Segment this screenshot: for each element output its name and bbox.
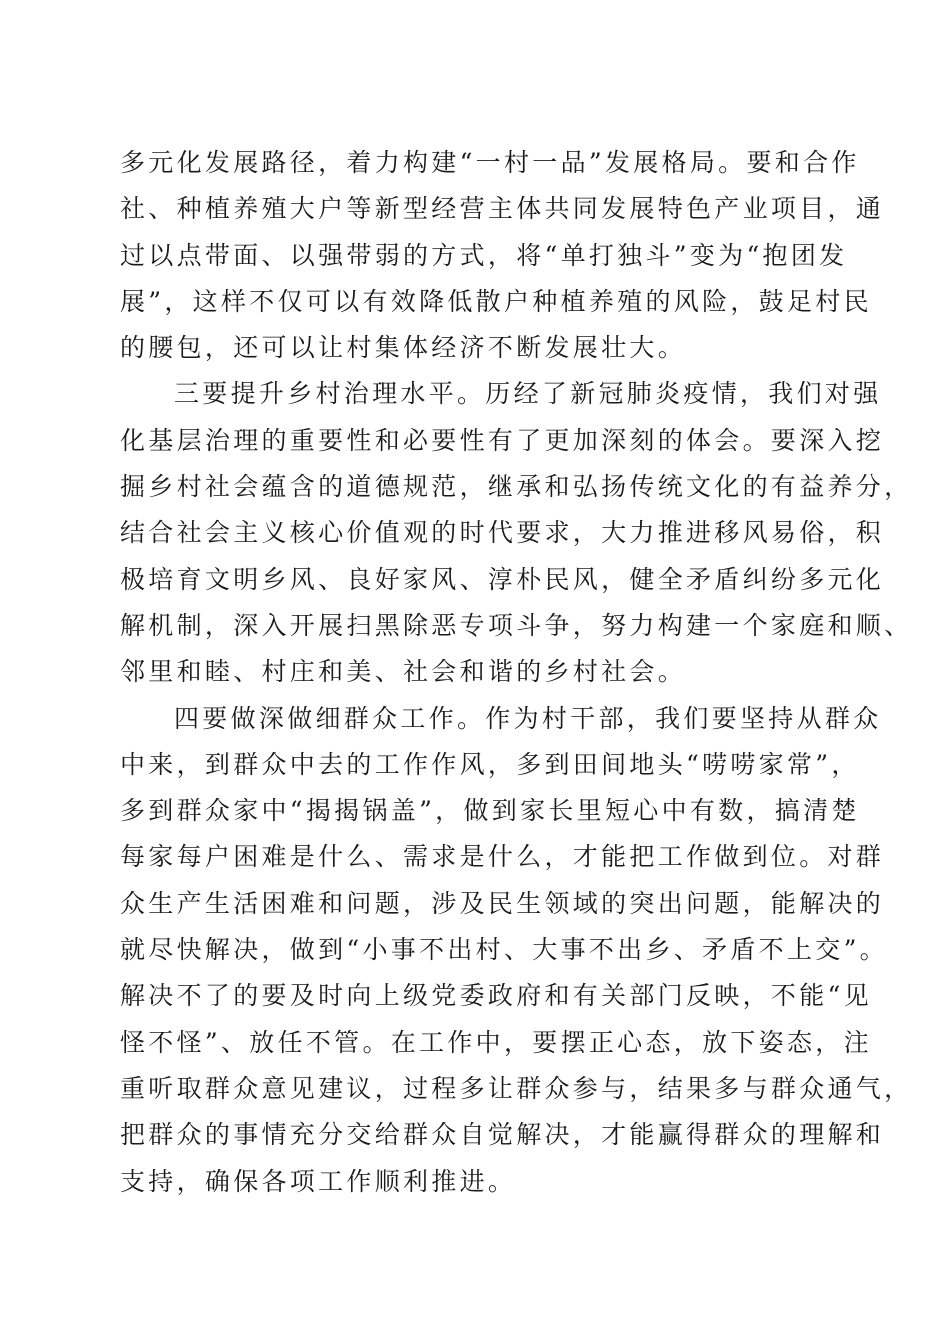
text-line: 过以点带面、以强带弱的方式，将“单打独斗”变为“抱团发 <box>120 240 848 270</box>
text-line: 邻里和睦、村庄和美、社会和谐的乡村社会。 <box>120 657 687 687</box>
text-line: 解决不了的要及时向上级党委政府和有关部门反映，不能“见 <box>120 981 872 1011</box>
text-line: 化基层治理的重要性和必要性有了更加深刻的体会。要深入挖 <box>120 425 885 455</box>
paragraph-start-line: 四要做深做细群众工作。作为村干部，我们要坚持从群众 <box>174 703 882 733</box>
text-line: 重听取群众意见建议，过程多让群众参与，结果多与群众通气， <box>120 1073 913 1103</box>
text-line: 掘乡村社会蕴含的道德规范，继承和弘扬传统文化的有益养分， <box>120 472 913 502</box>
text-line: 众生产生活困难和问题，涉及民生领域的突出问题，能解决的 <box>120 888 885 918</box>
text-line: 怪不怪”、放任不管。在工作中，要摆正心态，放下姿态，注 <box>120 1027 872 1057</box>
text-line: 展”，这样不仅可以有效降低散户种植养殖的风险，鼓足村民 <box>120 286 872 316</box>
text-line: 的腰包，还可以让村集体经济不断发展壮大。 <box>120 333 687 363</box>
text-line: 把群众的事情充分交给群众自觉解决，才能赢得群众的理解和 <box>120 1120 885 1150</box>
paragraph-start-line: 三要提升乡村治理水平。历经了新冠肺炎疫情，我们对强 <box>174 379 882 409</box>
body-text <box>120 140 913 1205</box>
text-line: 极培育文明乡风、良好家风、淳朴民风，健全矛盾纠纷多元化 <box>120 564 885 594</box>
text-line: 解机制，深入开展扫黑除恶专项斗争，努力构建一个家庭和顺、 <box>120 610 913 640</box>
text-line: 每家每户困难是什么、需求是什么，才能把工作做到位。对群 <box>120 842 885 872</box>
text-line: 就尽快解决，做到“小事不出村、大事不出乡、矛盾不上交”。 <box>120 935 888 965</box>
text-line: 多到群众家中“揭揭锅盖”，做到家长里短心中有数，搞清楚 <box>120 796 860 826</box>
text-line: 结合社会主义核心价值观的时代要求，大力推进移风易俗，积 <box>120 518 885 548</box>
text-line: 中来，到群众中去的工作作风，多到田间地头“唠唠家常”， <box>120 749 860 779</box>
text-line: 社、种植养殖大户等新型经营主体共同发展特色产业项目，通 <box>120 194 885 224</box>
text-line: 多元化发展路径，着力构建“一村一品”发展格局。要和合作 <box>120 148 860 177</box>
text-line: 支持，确保各项工作顺利推进。 <box>120 1166 517 1196</box>
